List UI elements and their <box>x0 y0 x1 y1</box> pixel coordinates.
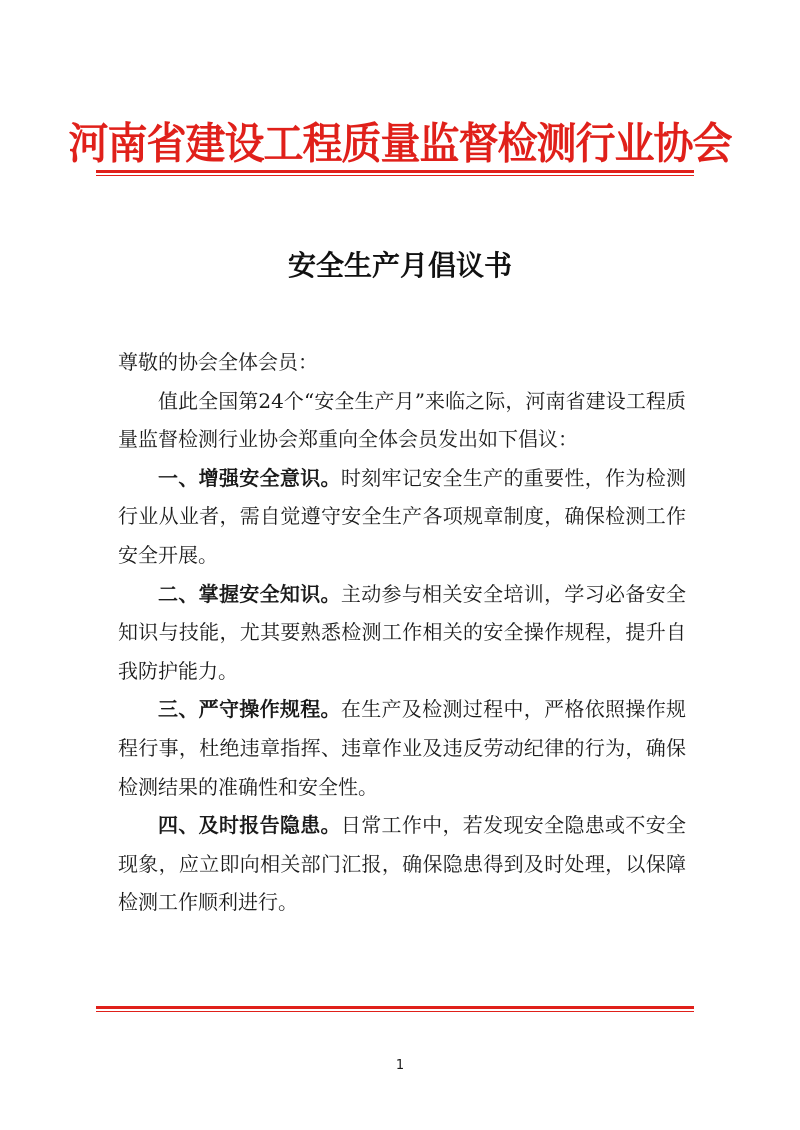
proposal-item-text: 在生产及检测过程中，严格依照操作规程行事，杜绝违章指挥、违章作业及违反劳动纪律的行为，确保检测结果的准确性和安全性。 <box>118 697 687 799</box>
document-body <box>118 343 686 922</box>
proposal-item-heading: 三、严守操作规程。 <box>158 697 341 722</box>
proposal-item-1 <box>118 459 686 575</box>
footer-rule-thick <box>96 1006 694 1009</box>
footer-rule-thin <box>96 1011 694 1012</box>
proposal-item-4 <box>118 806 686 922</box>
proposal-item-text: 日常工作中，若发现安全隐患或不安全现象，应立即向相关部门汇报，确保隐患得到及时处理，以保障检测工作顺利进行。 <box>118 813 687 915</box>
intro-paragraph: 值此全国第24个“安全生产月”来临之际，河南省建设工程质量监督检测行业协会郑重向全体会员发出如下倡议： <box>118 388 686 452</box>
proposal-item-text: 时刻牢记安全生产的重要性，作为检测行业从业者，需自觉遵守安全生产各项规章制度，确保检测工作安全开展。 <box>118 465 687 567</box>
document-title: 安全生产月倡议书 <box>287 249 512 282</box>
proposal-item-3 <box>118 690 686 806</box>
page-number: 1 <box>395 1058 405 1073</box>
proposal-item-2 <box>118 575 686 691</box>
proposal-item-heading: 四、及时报告隐患。 <box>158 813 341 838</box>
letterhead-rule-thin <box>96 175 694 176</box>
proposal-item-heading: 一、增强安全意识。 <box>158 465 341 490</box>
salutation: 尊敬的协会全体会员： <box>118 350 318 374</box>
letterhead-rule-thick <box>96 170 694 173</box>
letterhead-org-name: 河南省建设工程质量监督检测行业协会 <box>68 118 732 170</box>
proposal-item-heading: 二、掌握安全知识。 <box>158 581 341 606</box>
proposal-item-text: 主动参与相关安全培训，学习必备安全知识与技能，尤其要熟悉检测工作相关的安全操作规程，提升自我防护能力。 <box>118 581 687 683</box>
